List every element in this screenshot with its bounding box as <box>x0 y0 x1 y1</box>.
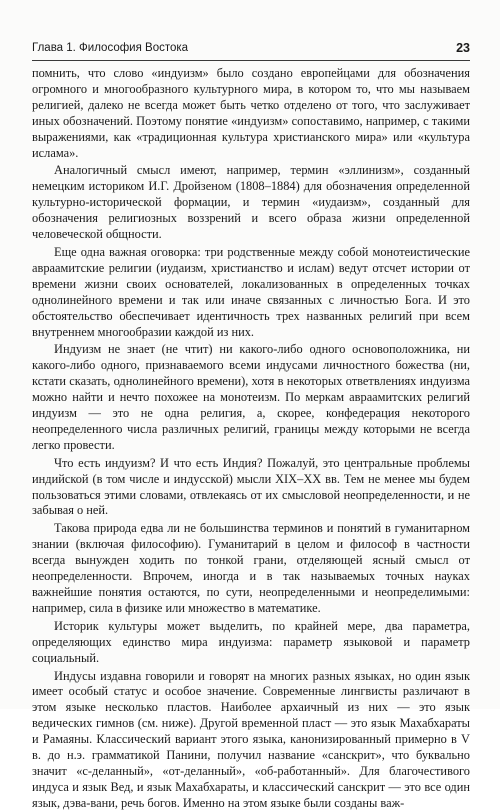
paragraph-abrahamic-religions: Еще одна важная оговорка: три родственные между собой монотеистические авраамитские религии (иудаизм, христианство и ислам) ведут отсчет истории от времени жизни своих основателей, локализованных в определенных точках однолинейного времени и так или иначе связанных с личностью Бога. И это обстоятельство обеспечивает идентичность трех названных религий при всем внутреннем многообразии каждой из них. <box>32 244 470 339</box>
page-number: 23 <box>456 41 470 55</box>
paragraph-what-is-hinduism: Что есть индуизм? И что есть Индия? Пожалуй, это центральные проблемы индийской (в том числе и индусской) мысли XIX–XX вв. Тем не менее мы будем пользоваться этими словами, отвлекаясь от их смысловой неопределенности, и не забывая о ней. <box>32 455 470 518</box>
paragraph-hinduism-founder: Индуизм не знает (не чтит) ни какого-либо одного основоположника, ни какого-либо одного, признаваемого всеми индусами личностного божества (ни, кстати сказать, однолинейного времени), хотя в некоторых ответвлениях индуизма можно найти и нечто похожее на монотеизм. По меркам авраамитских религий индуизм — это не одна религия, а, скорее, конфедерация некоторого неопределенного числа различных религий, границы между которыми не всегда легко провести. <box>32 342 470 452</box>
paragraph-sanskrit: Индусы издавна говорили и говорят на многих разных языках, но один язык имеет особый статус и особое значение. Современные лингвисты различают в этом языке несколько пластов. Наиболее архаичный из них — это язык ведических гимнов (см. ниже). Другой временной пласт — это язык Махабхараты и Рамаяны. Классический вариант этого языка, канонизированный примерно в V в. до н.э. грамматикой Панини, получил название «санскрит», что буквально значит «с-деланный», «от-деланный», «об-работанный». Для благочестивого индуса и язык Вед, и язык Махабхараты, и классический санскрит — это все один язык, дэва-вани, речь богов. Именно на этом языке были созданы важ- <box>32 668 470 810</box>
paragraph-continued: помнить, что слово «индуизм» было создано европейцами для обозначения огромного и многообразного культурного мира, в котором то, что мы называем религией, далеко не всегда может быть четко отделено от того, что заслуживает иных обозначений. Поэтому понятие «индуизм» сопоставимо, например, с такими выражениями, как «традиционная культура христианского мира» или «культура ислама». <box>32 66 470 160</box>
paragraph-hellenism: Аналогичный смысл имеют, например, термин «эллинизм», созданный немецким историком И.Г. Дройзеном (1808–1884) для обозначения определенной культурно-исторической формации, и термин «иудаизм», созданный для обозначения религиозных воззрений и всего образа жизни определенной человеческой общности. <box>32 163 470 242</box>
paragraph-humanities-terms: Такова природа едва ли не большинства терминов и понятий в гуманитарном знании (включая философию). Гуманитарий в целом и философ в частности всегда вынужден ходить по тонкой грани, отделяющей ясный смысл от неопределенности. Впрочем, иногда и в так называемых точных науках важнейшие понятия остаются, по сути, неопределенными и неопределимыми: например, сила в физике или множество в математике. <box>32 521 470 615</box>
paragraph-two-parameters: Историк культуры может выделить, по крайней мере, два параметра, определяющих единство мира индуизма: параметр языковой и параметр социальный. <box>32 618 470 665</box>
chapter-title: Глава 1. Философия Востока <box>32 42 189 54</box>
page-body <box>32 66 470 812</box>
running-header <box>32 40 470 61</box>
